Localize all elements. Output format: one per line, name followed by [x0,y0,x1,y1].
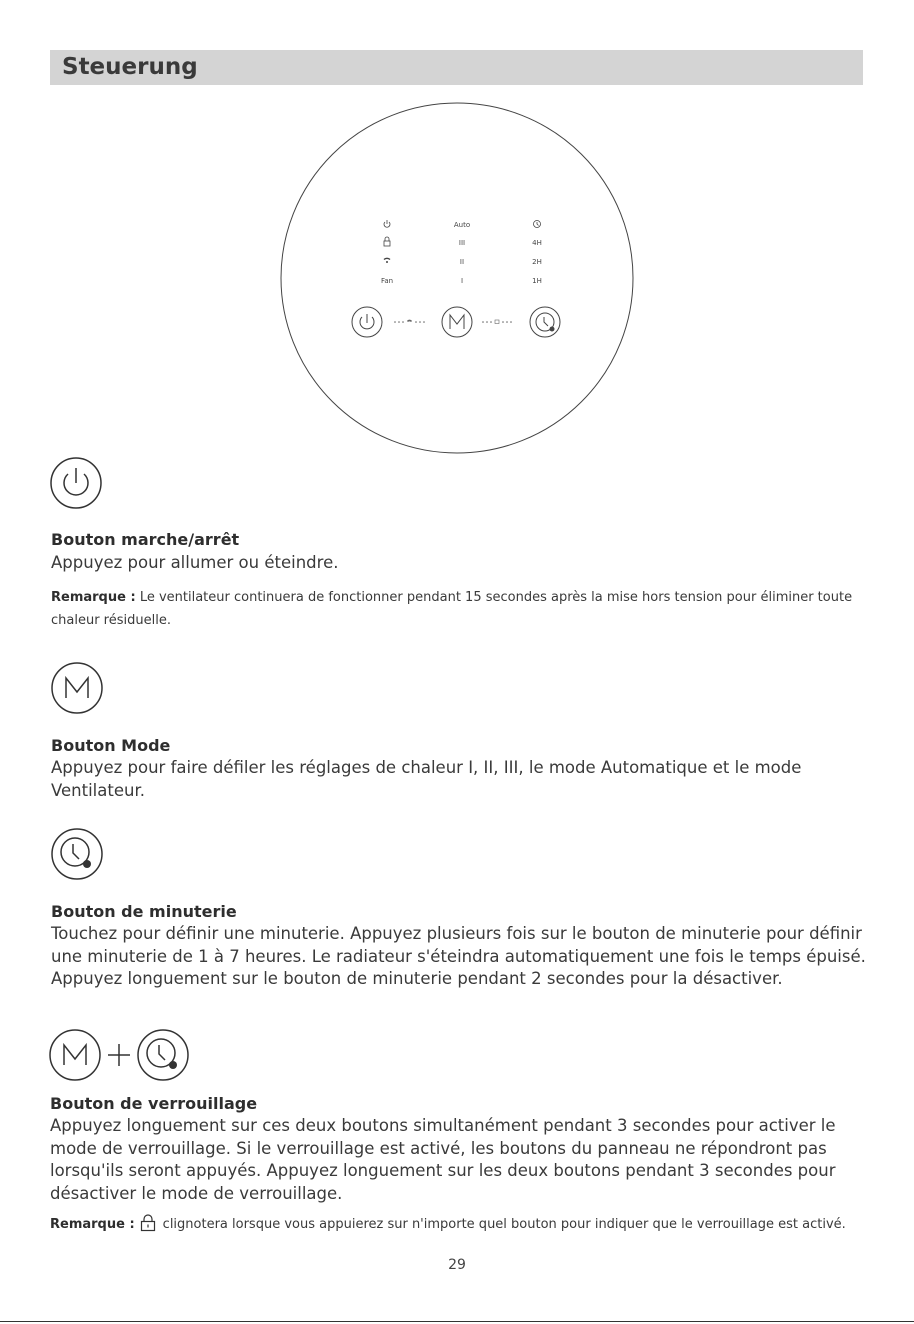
indicator-level-1-label: I [460,277,464,285]
lock-combination-illustration [48,1028,193,1086]
control-panel-illustration [280,102,634,454]
panel-dots-left [394,320,425,323]
indicator-4h-label: 4H [532,239,542,247]
note-label: Remarque : [50,1217,135,1232]
lock-section-note [50,1211,868,1242]
timer-section-body: Touchez pour définir une minuterie. Appuyez plusieurs fois sur le bouton de minuterie pour définir une minuterie de 1 à 7 heures. Le radiateur s'éteindra automatiquement une fois le temps épuisé. Appuyez longuement sur le bouton de minuterie pendant 2 secondes pour la désactiver. [51,924,866,988]
mode-section-body: Appuyez pour faire défiler les réglages de chaleur I, II, III, le mode Automatique et le mode Ventilateur. [51,758,802,800]
panel-outline [281,103,633,453]
note-text: Le ventilateur continuera de fonctionner pendant 15 secondes après la mise hors tension pour éliminer toute chaleur résiduelle. [51,590,853,628]
timer-icon [138,1030,188,1080]
power-button-illustration [49,456,103,514]
panel-mode-button [442,307,472,337]
indicator-2h-label: 2H [532,258,542,266]
indicator-1h-label: 1H [532,277,542,285]
panel-power-button [352,307,382,337]
power-section-title: Bouton marche/arrêt [51,530,240,549]
indicator-fan-label: Fan [380,277,394,285]
timer-icon [50,827,104,881]
power-icon [49,456,103,510]
indicator-clock-icon [534,221,541,228]
page-number: 29 [448,1257,466,1273]
indicator-level-3-label: III [458,239,466,247]
power-section-note [51,586,871,632]
indicator-power-icon [384,220,390,227]
mode-icon [50,1030,100,1080]
note-label: Remarque : [51,590,136,605]
indicator-level-2-label: II [459,258,465,266]
lock-icon [139,1214,157,1242]
section-header [50,50,863,85]
lock-section-title: Bouton de verrouillage [50,1094,258,1113]
indicator-lock-icon [384,237,390,246]
indicator-auto-label: Auto [453,221,471,229]
plus-icon [108,1044,130,1066]
bottom-divider [0,1321,914,1322]
indicator-wifi-icon [384,258,391,263]
panel-timer-button [530,307,560,337]
power-section-body: Appuyez pour allumer ou éteindre. [51,553,339,572]
mode-section-title: Bouton Mode [51,736,171,755]
mode-icon [50,661,104,715]
note-text: clignotera lorsque vous appuierez sur n'importe quel bouton pour indiquer que le verrouillage est activé. [162,1217,846,1232]
timer-button-illustration [50,827,104,885]
timer-section-title: Bouton de minuterie [51,902,237,921]
mode-button-illustration [50,661,104,719]
lock-section-body: Appuyez longuement sur ces deux boutons simultanément pendant 3 secondes pour activer le mode de verrouillage. Si le verrouillage est activé, les boutons du panneau ne répondront pas lorsqu'ils seront appuyés. Appuyez longuement sur les deux boutons pendant 3 secondes pour désactiver le mode de verrouillage. [50,1116,836,1203]
page-title: Steuerung [62,54,198,80]
panel-dots-right [482,320,512,324]
